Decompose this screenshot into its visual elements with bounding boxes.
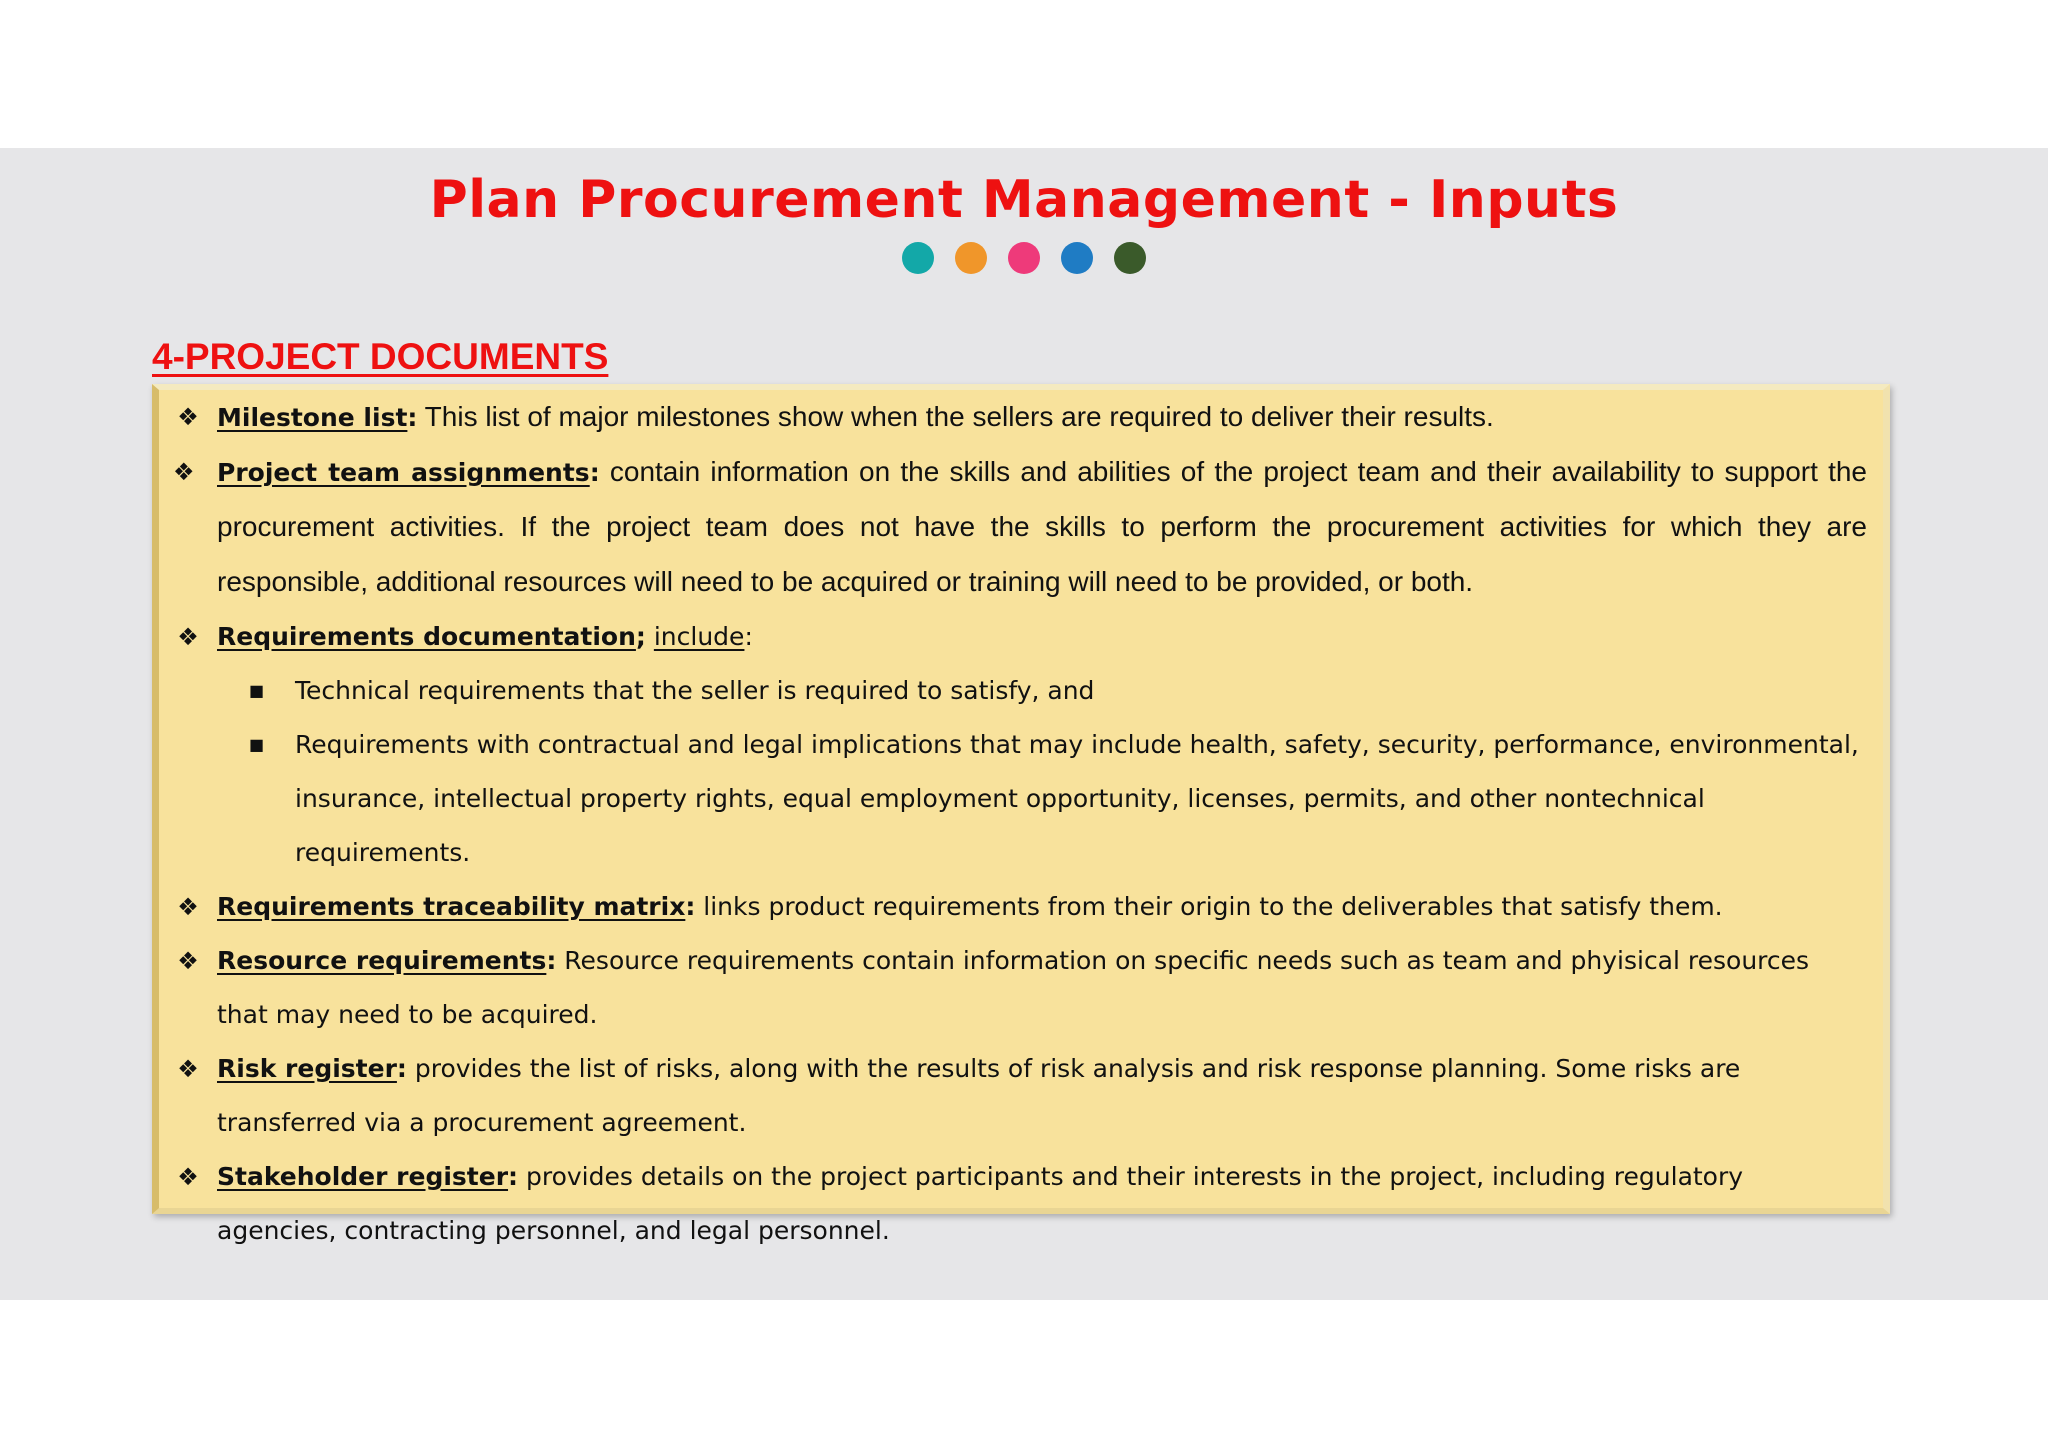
term-label: Stakeholder register	[217, 1162, 509, 1191]
bullet-diamond-icon: ❖	[173, 458, 195, 486]
bullet-diamond-icon: ❖	[177, 893, 199, 921]
slide	[0, 148, 2048, 1300]
term-colon: :	[407, 403, 418, 432]
item-text: links product requirements from their origin to the deliverables that satisfy them.	[695, 892, 1723, 921]
bullet-diamond-icon: ❖	[177, 1055, 199, 1083]
list-item-milestone-list	[159, 390, 1883, 445]
dot-orange	[955, 242, 987, 274]
item-text: provides the list of risks, along with the results of risk analysis and risk response planning. Some risks are transferred via a procurement agreement.	[217, 1054, 1741, 1137]
sub-item-contractual-requirements	[159, 718, 1883, 880]
bullet-square-icon: ■	[249, 735, 265, 754]
bullet-diamond-icon: ❖	[177, 623, 199, 651]
dot-blue	[1061, 242, 1093, 274]
term-label: Resource requirements	[217, 946, 547, 975]
content-box	[152, 384, 1890, 1245]
documents-list	[159, 390, 1883, 1258]
bullet-diamond-icon: ❖	[177, 403, 199, 431]
term-colon: :	[508, 1162, 519, 1191]
item-text: This list of major milestones show when the sellers are required to deliver their results.	[417, 401, 1494, 432]
term-label: Project team assignments	[217, 458, 590, 487]
list-item-project-team-assignments	[159, 445, 1883, 610]
sub-item-text: Requirements with contractual and legal implications that may include health, safety, security, performance, environmental, insurance, intellectual property rights, equal employment opportunity, licenses, permits, and other nontechnical requirements.	[295, 730, 1859, 867]
list-item-risk-register	[159, 1042, 1883, 1150]
dot-dark-green	[1114, 242, 1146, 274]
sub-item-text: Technical requirements that the seller is required to satisfy, and	[295, 676, 1095, 705]
item-text: Resource requirements contain information on specific needs such as team and phyisical resources that may need to be acquired.	[217, 946, 1810, 1029]
term-colon: :	[396, 1054, 407, 1083]
list-item-resource-requirements	[159, 934, 1883, 1042]
include-word: include	[653, 622, 745, 651]
sub-item-technical-requirements	[159, 664, 1883, 718]
list-item-requirements-traceability-matrix	[159, 880, 1883, 934]
bullet-diamond-icon: ❖	[177, 1163, 199, 1191]
dot-pink	[1008, 242, 1040, 274]
item-text: provides details on the project participants and their interests in the project, including regulatory agencies, contracting personnel, and legal personnel.	[217, 1162, 1744, 1245]
term-colon: :	[685, 892, 696, 921]
item-text: contain information on the skills and abilities of the project team and their availability to support the procurement activities. If the project team does not have the skills to perform the procurement activities for which they are responsible, additional resources will need to be acquired or training will need to be provided, or both.	[217, 456, 1868, 597]
term-label: Risk register	[217, 1054, 397, 1083]
term-label: Milestone list	[217, 403, 408, 432]
bullet-square-icon: ■	[249, 681, 265, 700]
list-item-requirements-documentation	[159, 610, 1883, 664]
term-label: Requirements traceability matrix	[217, 892, 686, 921]
term-colon: :	[546, 946, 557, 975]
decorative-dots	[0, 242, 2048, 274]
term-label: Requirements documentation	[217, 622, 636, 651]
section-heading: 4-PROJECT DOCUMENTS	[152, 336, 609, 377]
term-colon: :	[589, 458, 600, 487]
bullet-diamond-icon: ❖	[177, 947, 199, 975]
dot-teal	[902, 242, 934, 274]
item-text: :	[744, 622, 753, 651]
slide-title: Plan Procurement Management - Inputs	[429, 170, 1619, 230]
list-item-stakeholder-register	[159, 1150, 1883, 1258]
term-colon: ;	[635, 622, 646, 651]
